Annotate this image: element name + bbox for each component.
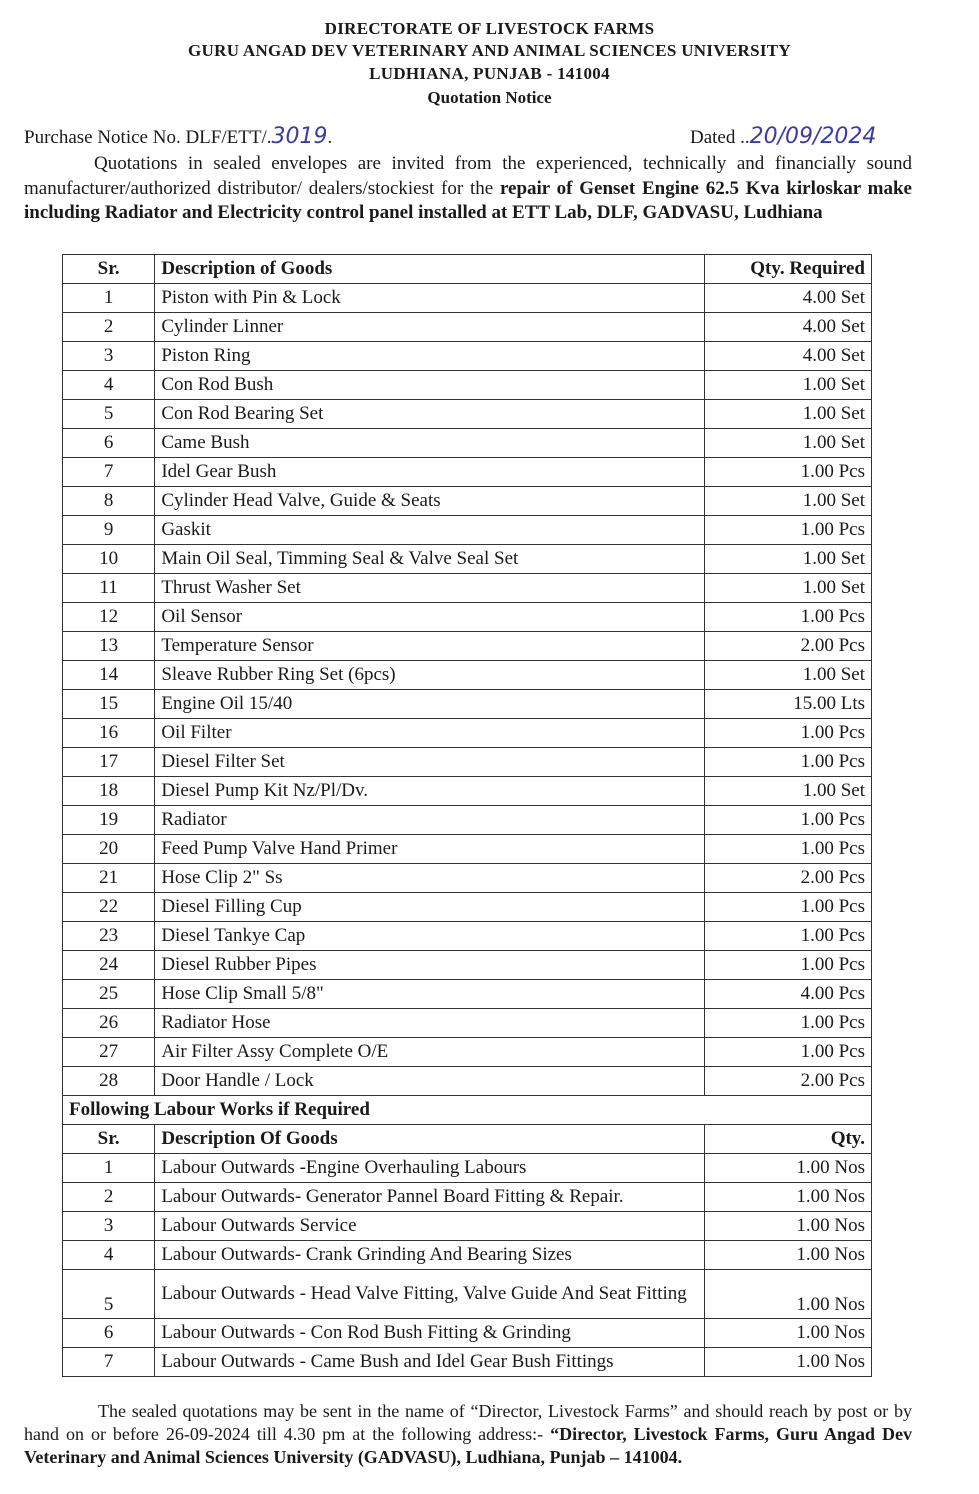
labour-row-description: Labour Outwards - Head Valve Fitting, Valve Guide And Seat Fitting xyxy=(155,1270,705,1319)
row-sr: 18 xyxy=(63,777,155,806)
row-qty: 1.00 Set xyxy=(705,574,872,603)
row-description: Idel Gear Bush xyxy=(155,458,705,487)
dated-value: 20/09/2024 xyxy=(749,124,877,149)
row-qty: 1.00 Pcs xyxy=(705,806,872,835)
table-row xyxy=(63,1038,872,1067)
labour-row-qty: 1.00 Nos xyxy=(705,1270,872,1319)
row-sr: 15 xyxy=(63,690,155,719)
labour-row-sr: 5 xyxy=(63,1270,155,1319)
intro-text: Quotations in sealed envelopes are invited from the experienced, technically and financially sound manufacturer/authorized distributor/ dealers/stockiest for the xyxy=(24,153,912,199)
table-row xyxy=(63,545,872,574)
intro-paragraph xyxy=(24,152,912,226)
row-description: Con Rod Bearing Set xyxy=(155,400,705,429)
table-row xyxy=(63,458,872,487)
row-description: Cylinder Head Valve, Guide & Seats xyxy=(155,487,705,516)
row-description: Sleave Rubber Ring Set (6pcs) xyxy=(155,661,705,690)
row-description: Came Bush xyxy=(155,429,705,458)
labour-row-qty: 1.00 Nos xyxy=(705,1348,872,1377)
table-row xyxy=(63,1009,872,1038)
row-sr: 3 xyxy=(63,342,155,371)
table-row xyxy=(63,313,872,342)
table-row xyxy=(63,980,872,1009)
table-row xyxy=(63,371,872,400)
table-row xyxy=(63,1348,872,1377)
labour-row-qty: 1.00 Nos xyxy=(705,1154,872,1183)
labour-row-sr: 4 xyxy=(63,1241,155,1270)
table-row xyxy=(63,429,872,458)
purchase-notice-line xyxy=(24,124,332,149)
goods-header-row xyxy=(63,255,872,284)
row-sr: 13 xyxy=(63,632,155,661)
labour-row-description: Labour Outwards - Con Rod Bush Fitting & Grinding xyxy=(155,1319,705,1348)
labour-row-qty: 1.00 Nos xyxy=(705,1241,872,1270)
row-sr: 6 xyxy=(63,429,155,458)
labour-section-title: Following Labour Works if Required xyxy=(63,1096,872,1125)
row-description: Oil Filter xyxy=(155,719,705,748)
table-row xyxy=(63,893,872,922)
labour-row-qty: 1.00 Nos xyxy=(705,1319,872,1348)
row-description: Thrust Washer Set xyxy=(155,574,705,603)
table-row xyxy=(63,748,872,777)
row-qty: 1.00 Set xyxy=(705,545,872,574)
row-qty: 1.00 Pcs xyxy=(705,719,872,748)
labour-row-description: Labour Outwards Service xyxy=(155,1212,705,1241)
table-row xyxy=(63,342,872,371)
row-qty: 1.00 Pcs xyxy=(705,458,872,487)
labour-col-header-qty: Qty. xyxy=(705,1125,872,1154)
footer-paragraph xyxy=(24,1400,912,1469)
row-qty: 1.00 Pcs xyxy=(705,1038,872,1067)
col-header-qty: Qty. Required xyxy=(705,255,872,284)
row-sr: 25 xyxy=(63,980,155,1009)
footer-bold-text: “Director, Livestock Farms, Guru Angad Dev Veterinary and Animal Sciences University (GADVASU), Ludhiana, Punjab – 141004. xyxy=(24,1424,912,1467)
table-row xyxy=(63,632,872,661)
row-description: Cylinder Linner xyxy=(155,313,705,342)
table-row xyxy=(63,574,872,603)
purchase-notice-number: 3019 xyxy=(271,124,328,149)
col-header-sr: Sr. xyxy=(63,255,155,284)
row-sr: 19 xyxy=(63,806,155,835)
table-row xyxy=(63,487,872,516)
header-university: GURU ANGAD DEV VETERINARY AND ANIMAL SCIENCES UNIVERSITY xyxy=(188,41,791,60)
row-sr: 22 xyxy=(63,893,155,922)
table-row xyxy=(63,951,872,980)
row-sr: 5 xyxy=(63,400,155,429)
row-qty: 2.00 Pcs xyxy=(705,1067,872,1096)
purchase-notice-label: Purchase Notice No. DLF/ETT/. xyxy=(24,127,272,148)
row-qty: 2.00 Pcs xyxy=(705,864,872,893)
table-row xyxy=(63,1183,872,1212)
table-row xyxy=(63,835,872,864)
labour-row-sr: 3 xyxy=(63,1212,155,1241)
row-qty: 2.00 Pcs xyxy=(705,632,872,661)
row-sr: 1 xyxy=(63,284,155,313)
row-qty: 1.00 Pcs xyxy=(705,1009,872,1038)
labour-section-title-row xyxy=(63,1096,872,1125)
table-row xyxy=(63,719,872,748)
labour-row-sr: 1 xyxy=(63,1154,155,1183)
row-sr: 14 xyxy=(63,661,155,690)
row-sr: 17 xyxy=(63,748,155,777)
row-description: Door Handle / Lock xyxy=(155,1067,705,1096)
row-sr: 28 xyxy=(63,1067,155,1096)
labour-header-row xyxy=(63,1125,872,1154)
table-row xyxy=(63,864,872,893)
row-qty: 1.00 Set xyxy=(705,429,872,458)
labour-row-description: Labour Outwards- Generator Pannel Board Fitting & Repair. xyxy=(155,1183,705,1212)
row-sr: 10 xyxy=(63,545,155,574)
row-qty: 1.00 Set xyxy=(705,777,872,806)
row-sr: 24 xyxy=(63,951,155,980)
row-description: Gaskit xyxy=(155,516,705,545)
row-qty: 1.00 Set xyxy=(705,371,872,400)
header-title: Quotation Notice xyxy=(427,88,552,107)
purchase-notice-dots: . xyxy=(327,127,333,148)
dated-label: Dated .. xyxy=(690,127,750,148)
row-sr: 20 xyxy=(63,835,155,864)
row-description: Piston Ring xyxy=(155,342,705,371)
dated-line xyxy=(690,124,876,149)
table-row xyxy=(63,603,872,632)
row-description: Diesel Filling Cup xyxy=(155,893,705,922)
row-sr: 9 xyxy=(63,516,155,545)
row-qty: 1.00 Pcs xyxy=(705,603,872,632)
row-description: Diesel Filter Set xyxy=(155,748,705,777)
row-qty: 1.00 Pcs xyxy=(705,748,872,777)
row-description: Oil Sensor xyxy=(155,603,705,632)
footer-text: The sealed quotations may be sent in the name of “Director, Livestock Farms” and should reach by post or by hand on or before 26-09-2024 till 4.30 pm at the following address:- xyxy=(24,1401,912,1444)
row-qty: 1.00 Pcs xyxy=(705,951,872,980)
row-sr: 16 xyxy=(63,719,155,748)
labour-row-description: Labour Outwards - Came Bush and Idel Gear Bush Fittings xyxy=(155,1348,705,1377)
header-address: LUDHIANA, PUNJAB - 141004 xyxy=(369,64,610,83)
row-description: Feed Pump Valve Hand Primer xyxy=(155,835,705,864)
table-row xyxy=(63,284,872,313)
row-sr: 2 xyxy=(63,313,155,342)
row-description: Temperature Sensor xyxy=(155,632,705,661)
labour-col-header-sr: Sr. xyxy=(63,1125,155,1154)
table-row xyxy=(63,661,872,690)
row-description: Con Rod Bush xyxy=(155,371,705,400)
table-row xyxy=(63,922,872,951)
labour-row-sr: 6 xyxy=(63,1319,155,1348)
row-qty: 4.00 Set xyxy=(705,342,872,371)
labour-row-qty: 1.00 Nos xyxy=(705,1212,872,1241)
row-description: Engine Oil 15/40 xyxy=(155,690,705,719)
labour-row-description: Labour Outwards -Engine Overhauling Labours xyxy=(155,1154,705,1183)
table-row xyxy=(63,400,872,429)
labour-col-header-desc: Description Of Goods xyxy=(155,1125,705,1154)
row-qty: 4.00 Set xyxy=(705,313,872,342)
row-qty: 4.00 Pcs xyxy=(705,980,872,1009)
header-directorate: DIRECTORATE OF LIVESTOCK FARMS xyxy=(324,19,655,38)
col-header-desc: Description of Goods xyxy=(155,255,705,284)
row-sr: 11 xyxy=(63,574,155,603)
row-qty: 1.00 Set xyxy=(705,487,872,516)
labour-row-sr: 2 xyxy=(63,1183,155,1212)
table-row xyxy=(63,1270,872,1319)
table-row xyxy=(63,1154,872,1183)
row-description: Main Oil Seal, Timming Seal & Valve Seal Set xyxy=(155,545,705,574)
table-row xyxy=(63,1212,872,1241)
row-sr: 7 xyxy=(63,458,155,487)
row-sr: 23 xyxy=(63,922,155,951)
table-row xyxy=(63,1241,872,1270)
row-description: Hose Clip Small 5/8" xyxy=(155,980,705,1009)
table-row xyxy=(63,777,872,806)
row-qty: 1.00 Pcs xyxy=(705,893,872,922)
labour-row-qty: 1.00 Nos xyxy=(705,1183,872,1212)
intro-bold-text: repair of Genset Engine 62.5 Kva kirloskar make including Radiator and Electricity control panel installed at ETT Lab, DLF, GADVASU, Ludhiana xyxy=(24,177,912,223)
row-sr: 8 xyxy=(63,487,155,516)
row-qty: 1.00 Set xyxy=(705,400,872,429)
row-description: Piston with Pin & Lock xyxy=(155,284,705,313)
row-sr: 4 xyxy=(63,371,155,400)
row-qty: 4.00 Set xyxy=(705,284,872,313)
row-description: Radiator Hose xyxy=(155,1009,705,1038)
row-qty: 15.00 Lts xyxy=(705,690,872,719)
table-row xyxy=(63,806,872,835)
table-row xyxy=(63,690,872,719)
row-sr: 26 xyxy=(63,1009,155,1038)
row-qty: 1.00 Set xyxy=(705,661,872,690)
labour-row-sr: 7 xyxy=(63,1348,155,1377)
quotation-table xyxy=(62,254,872,1377)
row-sr: 27 xyxy=(63,1038,155,1067)
row-qty: 1.00 Pcs xyxy=(705,835,872,864)
row-qty: 1.00 Pcs xyxy=(705,922,872,951)
row-sr: 12 xyxy=(63,603,155,632)
row-description: Hose Clip 2" Ss xyxy=(155,864,705,893)
table-row xyxy=(63,1319,872,1348)
table-row xyxy=(63,516,872,545)
row-description: Diesel Pump Kit Nz/Pl/Dv. xyxy=(155,777,705,806)
labour-row-description: Labour Outwards- Crank Grinding And Bearing Sizes xyxy=(155,1241,705,1270)
row-description: Radiator xyxy=(155,806,705,835)
row-description: Diesel Rubber Pipes xyxy=(155,951,705,980)
row-description: Air Filter Assy Complete O/E xyxy=(155,1038,705,1067)
row-description: Diesel Tankye Cap xyxy=(155,922,705,951)
table-row xyxy=(63,1067,872,1096)
row-sr: 21 xyxy=(63,864,155,893)
row-qty: 1.00 Pcs xyxy=(705,516,872,545)
